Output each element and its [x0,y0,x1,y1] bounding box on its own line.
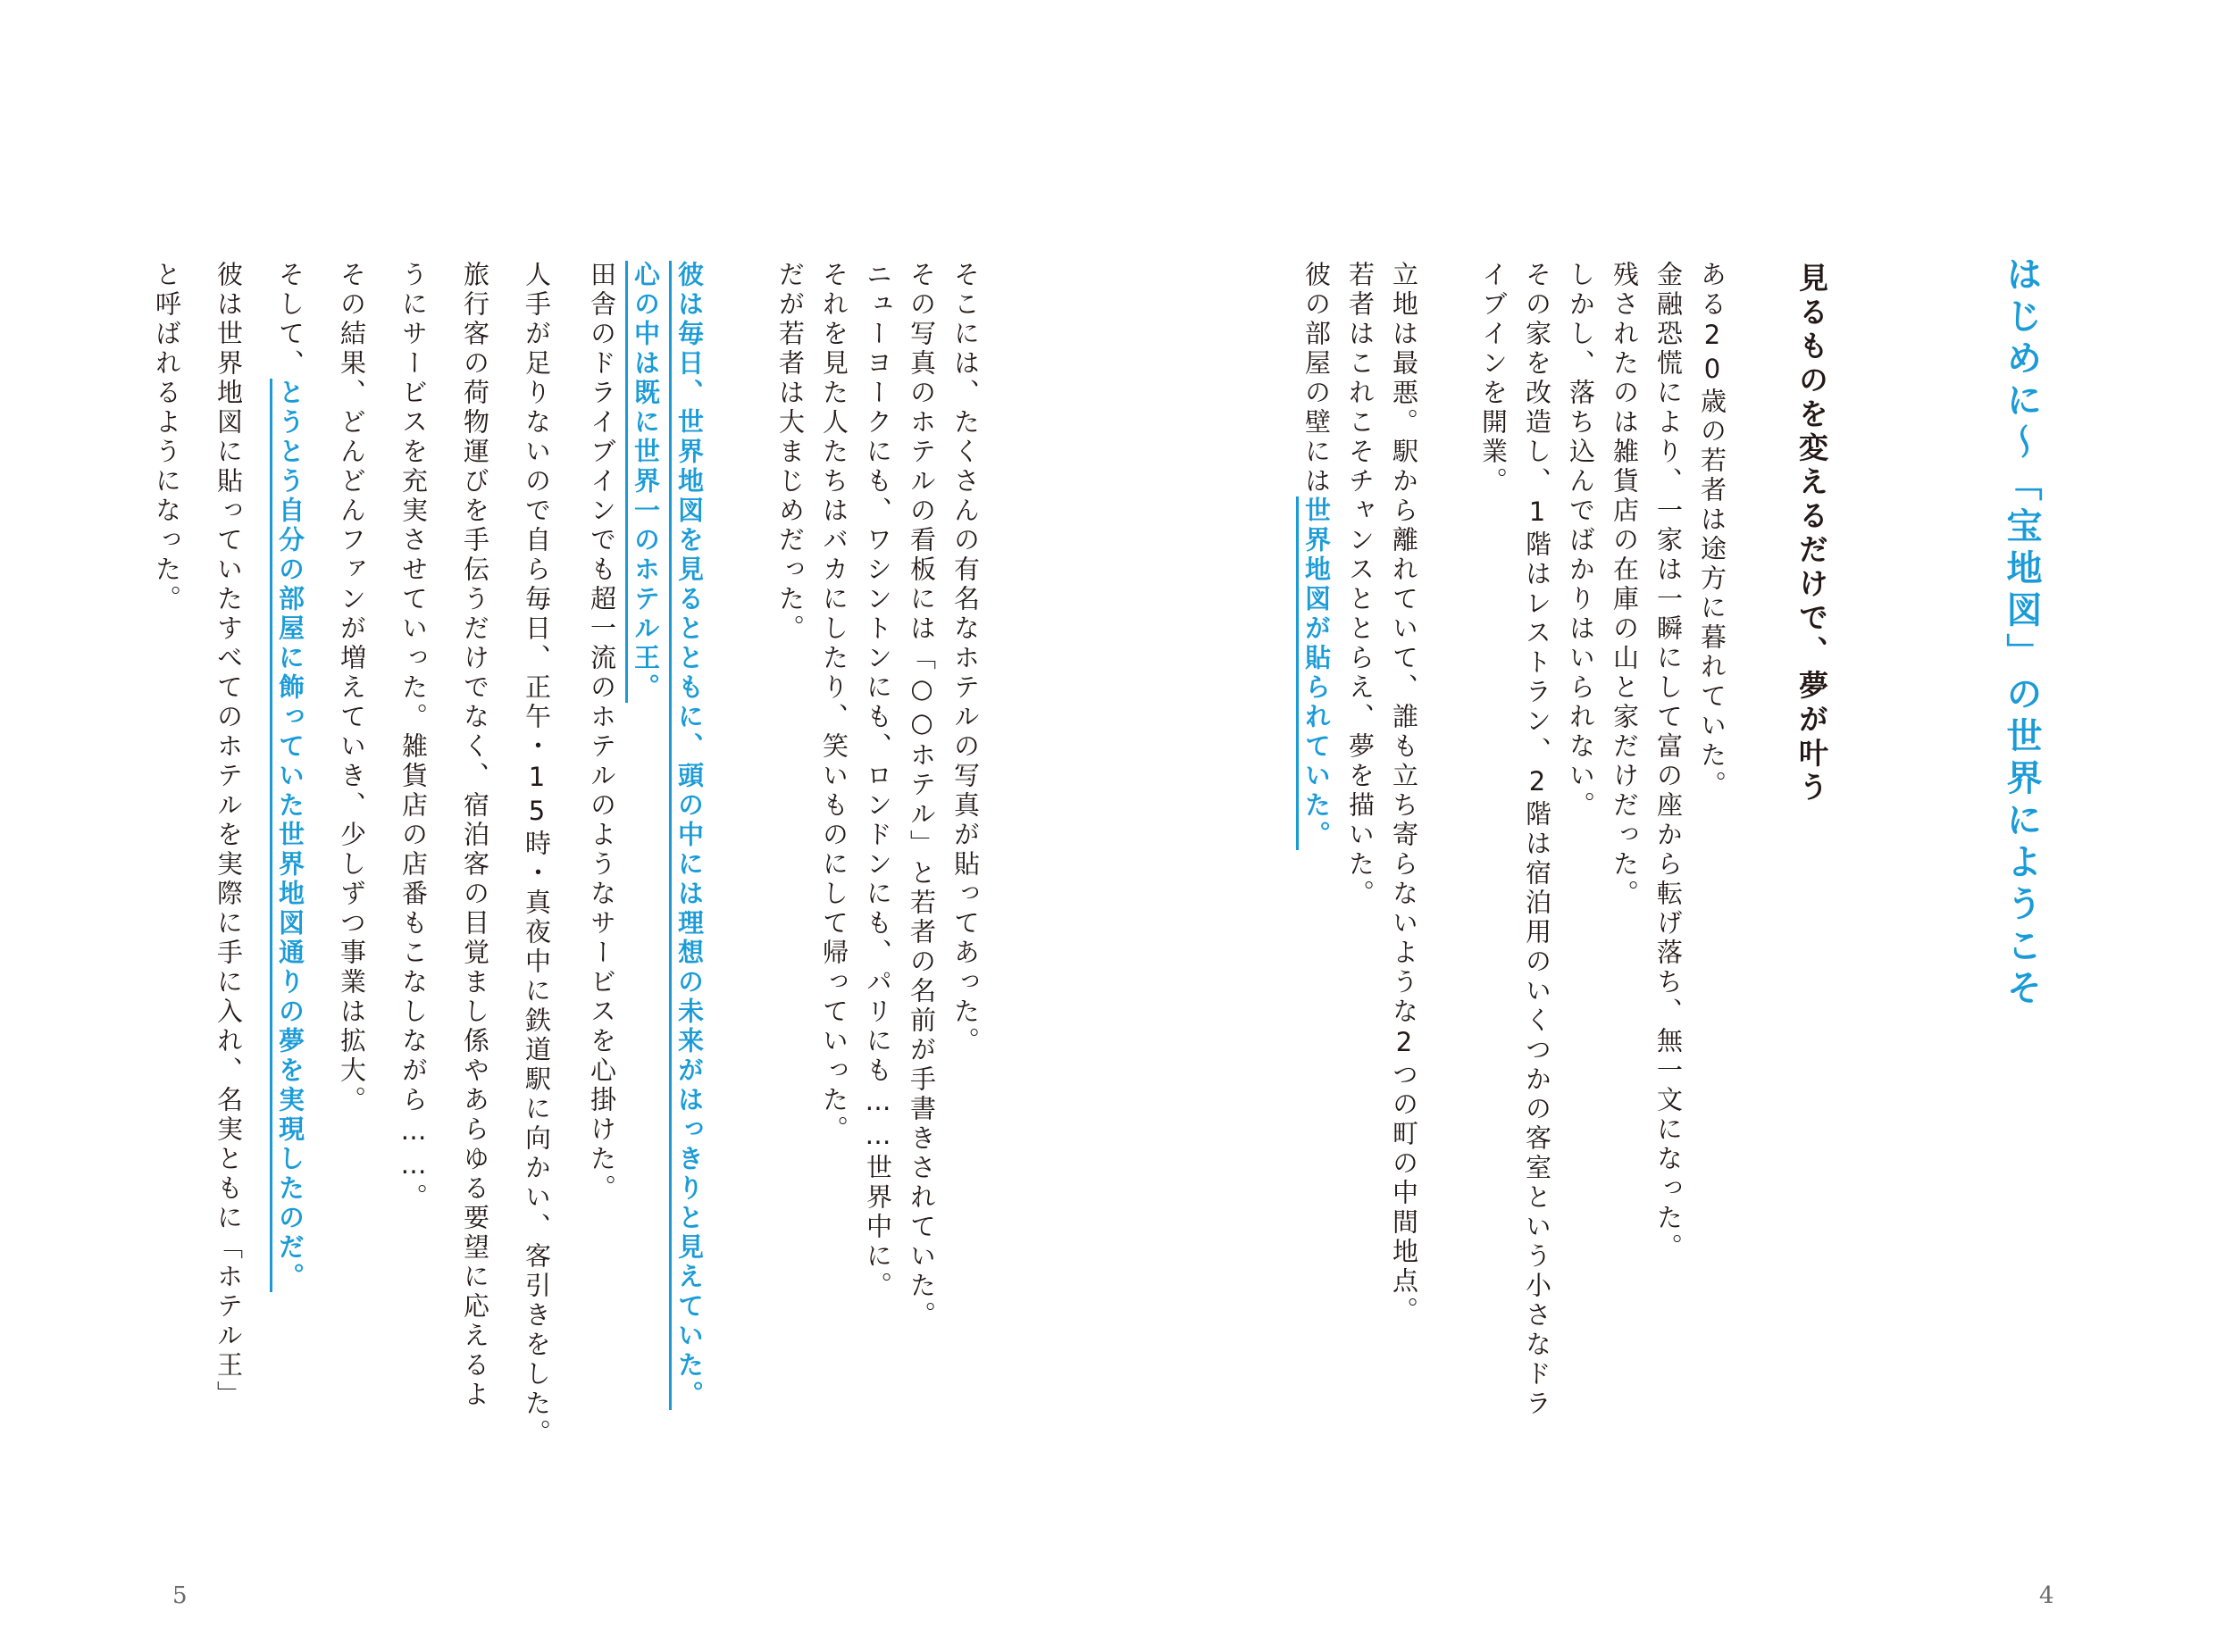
body-line: 田舎のドライブインでも超一流のホテルのようなサービスを心掛けた。 [587,261,617,1204]
highlight-line [674,261,705,1410]
body-line: 立地は最悪。駅から離れていて、誰も立ち寄らないような2つの町の中間地点。 [1389,261,1419,1326]
body-line-text: 彼の部屋の壁には [1301,261,1332,496]
body-line: しかし、落ち込んでばかりはいられない。 [1566,261,1596,821]
body-line: その写真のホテルの看板には「○○ホテル」と若者の名前が手書きされていた。 [907,261,937,1331]
body-line: そこには、たくさんの有名なホテルの写真が貼ってあった。 [950,261,981,1056]
body-line: 若者はこれこそチャンスととらえ、夢を描いた。 [1345,261,1376,909]
highlight-phrase: 彼は毎日、世界地図を見るとともに、頭の中には理想の未来がはっきりと見えていた。 [669,261,705,1410]
body-line: だが若者は大まじめだった。 [775,261,806,644]
body-line: うにサービスを充実させていった。雑貨店の店番もこなしながら……。 [398,261,429,1213]
highlight-phrase: 世界地図が貼られていた。 [1296,496,1332,850]
body-line: 金融恐慌により、一家は一瞬にして富の座から転げ落ち、無一文になった。 [1653,261,1684,1263]
body-line-text: そして、 [275,261,305,379]
section-subheading: 見るものを変えるだけで、夢が叶う [1794,263,1829,805]
body-line: 残されたのは雑貨店の在庫の山と家だけだった。 [1610,261,1640,909]
highlight-phrase: 心の中は既に世界一のホテル王。 [625,261,661,703]
page-number-left: 5 [172,1582,188,1609]
body-line: 彼は世界地図に貼っていたすべてのホテルを実際に手に入れ、名実ともに「ホテル王」 [213,261,244,1410]
body-line [1301,261,1332,850]
body-line: と呼ばれるようになった。 [152,261,182,614]
page-number-right: 4 [2039,1582,2054,1609]
body-line: 旅行客の荷物運びを手伝うだけでなく、宿泊客の目覚まし係やあらゆる要望に応えるよ [460,261,490,1410]
body-line: その家を改造し、1階はレストラン、2階は宿泊用のいくつかの客室という小さなドラ [1522,261,1552,1419]
highlight-line [631,261,661,703]
body-line [277,261,303,1292]
highlight-phrase: とうとう自分の部屋に飾っていた世界地図通りの夢を実現したのだ。 [270,379,305,1292]
body-line: イブインを開業。 [1478,261,1509,496]
body-line: ある20歳の若者は途方に暮れていた。 [1697,261,1727,800]
body-line: それを見た人たちはバカにしたり、笑いものにして帰っていった。 [819,261,849,1145]
body-line: その結果、どんどんファンが増えていき、少しずつ事業は拡大。 [337,261,367,1115]
body-line: 人手が足りないので自ら毎日、正午・15時・真夜中に鉄道駅に向かい、客引きをした。 [522,261,552,1448]
body-line: ニューヨークにも、ワシントンにも、ロンドンにも、パリにも……世界中に。 [863,261,893,1301]
chapter-heading: はじめに～「宝地図」の世界にようこそ [2001,255,2042,1011]
